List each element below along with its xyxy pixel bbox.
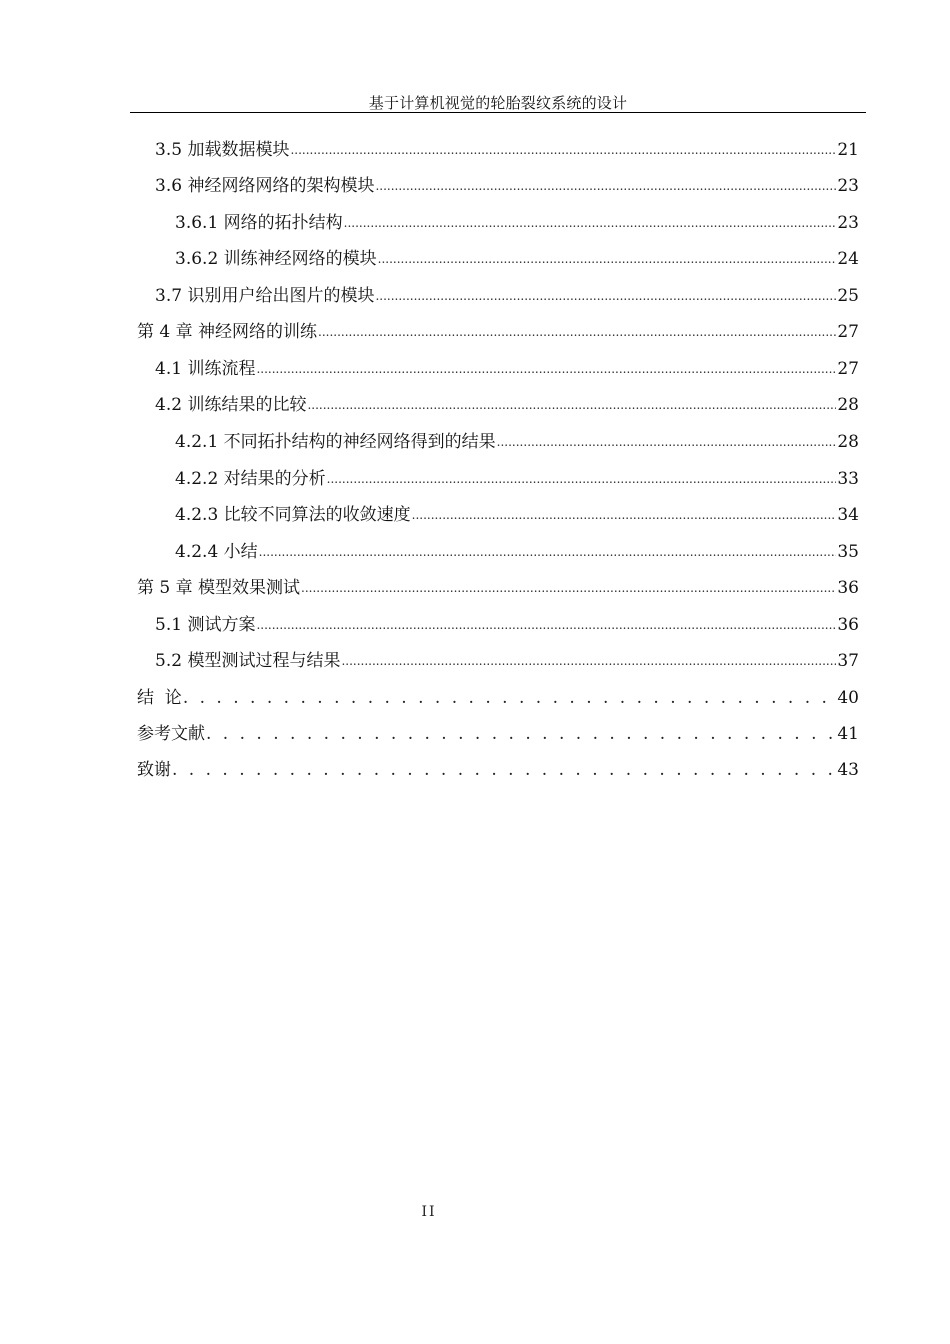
toc-entry-label: 3.5 加载数据模块	[155, 140, 290, 160]
toc-entry-page: 43	[837, 760, 859, 780]
dot-leader	[172, 757, 836, 783]
toc-entry-page: 23	[837, 176, 859, 196]
dot-leader	[183, 685, 837, 711]
toc-entry-label: 4.2.3 比较不同算法的收敛速度	[175, 505, 411, 525]
dot-leader	[256, 356, 836, 382]
toc-entry-label: 4.2.2 对结果的分析	[175, 469, 326, 489]
toc-entry-label: 5.2 模型测试过程与结果	[155, 651, 341, 671]
toc-entry-5-2[interactable]	[155, 648, 859, 674]
toc-entry-4-2-2[interactable]	[175, 466, 859, 492]
toc-entry-3-7[interactable]	[155, 283, 859, 309]
toc-entry-page: 23	[837, 213, 859, 233]
toc-entry-page: 28	[837, 432, 859, 452]
dot-leader	[256, 612, 836, 638]
toc-entry-page: 27	[837, 359, 859, 379]
toc-entry-page: 28	[837, 395, 859, 415]
toc-entry-5-1[interactable]	[155, 612, 859, 638]
toc-entry-page: 36	[837, 615, 859, 635]
toc-entry-label: 4.2 训练结果的比较	[155, 395, 307, 415]
dot-leader	[318, 319, 836, 345]
toc-entry-label: 参考文献	[137, 724, 205, 744]
toc-entry-page: 24	[837, 249, 859, 269]
toc-entry-conclusion[interactable]	[137, 685, 859, 711]
dot-leader	[307, 392, 836, 418]
dot-leader	[206, 721, 836, 747]
toc-entry-chapter-4[interactable]	[137, 319, 859, 345]
toc-entry-3-6[interactable]	[155, 173, 859, 199]
toc-entry-page: 37	[837, 651, 859, 671]
toc-entry-label: 3.6 神经网络网络的架构模块	[155, 176, 375, 196]
toc-entry-page: 36	[837, 578, 859, 598]
toc-entry-3-5[interactable]	[155, 137, 859, 163]
dot-leader	[301, 575, 836, 601]
dot-leader	[378, 246, 837, 272]
toc-entry-4-2[interactable]	[155, 392, 859, 418]
toc-entry-references[interactable]	[137, 721, 859, 747]
header-rule	[130, 112, 866, 113]
toc-entry-page: 34	[837, 505, 859, 525]
toc-entry-label: 4.1 训练流程	[155, 359, 256, 379]
toc-entry-label: 第 4 章 神经网络的训练	[137, 322, 318, 342]
toc-entry-label: 5.1 测试方案	[155, 615, 256, 635]
toc-entry-page: 41	[837, 724, 859, 744]
toc-entry-page: 27	[837, 322, 859, 342]
toc-entry-label: 第 5 章 模型效果测试	[137, 578, 301, 598]
running-header-title: 基于计算机视觉的轮胎裂纹系统的设计	[368, 94, 628, 112]
dot-leader	[259, 539, 837, 565]
dot-leader	[375, 283, 836, 309]
toc-entry-3-6-2[interactable]	[175, 246, 859, 272]
dot-leader	[290, 137, 836, 163]
toc-entry-acknowledgements[interactable]	[137, 757, 859, 783]
toc-entry-4-2-1[interactable]	[175, 429, 859, 455]
toc-entry-page: 21	[837, 140, 859, 160]
toc-entry-chapter-5[interactable]	[137, 575, 859, 601]
toc-entry-label: 3.6.1 网络的拓扑结构	[175, 213, 343, 233]
toc-entry-page: 33	[837, 469, 859, 489]
toc-entry-4-1[interactable]	[155, 356, 859, 382]
toc-entry-label: 3.7 识别用户给出图片的模块	[155, 286, 375, 306]
toc-entry-4-2-4[interactable]	[175, 539, 859, 565]
toc-entry-label: 结 论	[137, 688, 182, 708]
page-number: II	[421, 1204, 437, 1220]
dot-leader	[412, 502, 837, 528]
dot-leader	[341, 648, 836, 674]
toc-entry-label: 4.2.4 小结	[175, 542, 258, 562]
toc-entry-label: 致谢	[137, 760, 171, 780]
toc-entry-page: 25	[837, 286, 859, 306]
toc-entry-page: 35	[837, 542, 859, 562]
toc-entry-4-2-3[interactable]	[175, 502, 859, 528]
toc-entry-label: 4.2.1 不同拓扑结构的神经网络得到的结果	[175, 432, 496, 452]
dot-leader	[375, 173, 836, 199]
toc-entry-page: 40	[837, 688, 859, 708]
toc-entry-label: 3.6.2 训练神经网络的模块	[175, 249, 377, 269]
dot-leader	[497, 429, 837, 455]
dot-leader	[327, 466, 837, 492]
dot-leader	[344, 210, 837, 236]
toc-entry-3-6-1[interactable]	[175, 210, 859, 236]
